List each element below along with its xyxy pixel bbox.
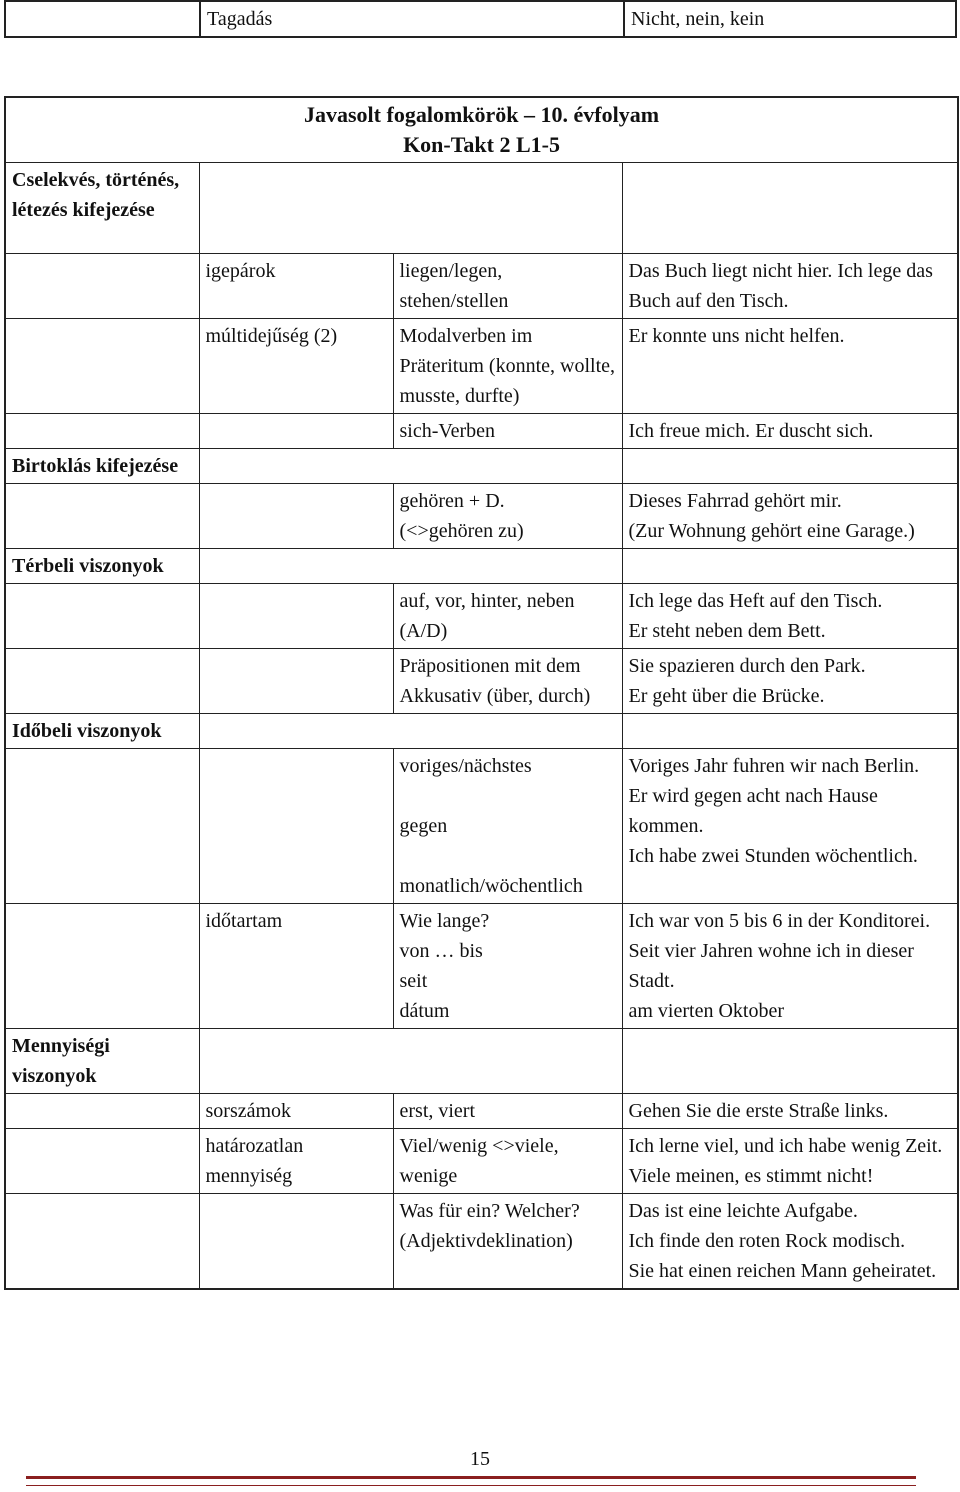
- grammar-cell: Was für ein? Welcher? (Adjektivdeklination): [393, 1194, 622, 1290]
- topics-table: [4, 96, 959, 1290]
- table-row: [5, 1194, 958, 1290]
- table-row: [5, 414, 958, 449]
- example-cell: Ich freue mich. Er duscht sich.: [622, 414, 958, 449]
- table-row: [5, 449, 958, 484]
- footer-rule: [26, 1476, 916, 1486]
- example-cell: Das Buch liegt nicht hier. Ich lege das Buch auf den Tisch.: [622, 254, 958, 319]
- example-cell: Dieses Fahrrad gehört mir. (Zur Wohnung gehört eine Garage.): [622, 484, 958, 549]
- table-row: [5, 749, 958, 904]
- example-cell: Sie spazieren durch den Park. Er geht über die Brücke.: [622, 649, 958, 714]
- example-cell: Ich lerne viel, und ich habe wenig Zeit. Viele meinen, es stimmt nicht!: [622, 1129, 958, 1194]
- grammar-cell: voriges/nächstes gegen monatlich/wöchentlich: [393, 749, 622, 904]
- top-cell-2: Tagadás: [200, 1, 624, 37]
- grammar-cell: sich-Verben: [393, 414, 622, 449]
- table-row: [5, 319, 958, 414]
- top-table-fragment: [4, 0, 957, 38]
- category-cell: Időbeli viszonyok: [5, 714, 199, 749]
- topic-cell: időtartam: [199, 904, 393, 1029]
- grammar-cell: auf, vor, hinter, neben (A/D): [393, 584, 622, 649]
- table-row: [5, 549, 958, 584]
- topic-cell: múltidejűség (2): [199, 319, 393, 414]
- grammar-cell: Wie lange? von … bis seit dátum: [393, 904, 622, 1029]
- grammar-cell: gehören + D. (<>gehören zu): [393, 484, 622, 549]
- topic-cell: határozatlan mennyiség: [199, 1129, 393, 1194]
- table-row: [5, 1029, 958, 1094]
- table-row: [5, 584, 958, 649]
- table-row: [5, 649, 958, 714]
- category-cell: Cselekvés, történés, létezés kifejezése: [5, 163, 199, 254]
- category-cell: Mennyiségi viszonyok: [5, 1029, 199, 1094]
- top-cell-1: [5, 1, 200, 37]
- example-cell: Ich lege das Heft auf den Tisch. Er steht neben dem Bett.: [622, 584, 958, 649]
- table-subtitle: Kon-Takt 2 L1-5: [403, 132, 560, 157]
- page-number: 15: [470, 1448, 490, 1470]
- table-row: [5, 484, 958, 549]
- top-cell-4: Nicht, nein, kein: [624, 1, 956, 37]
- grammar-cell: Präpositionen mit dem Akkusativ (über, durch): [393, 649, 622, 714]
- table-row: [5, 904, 958, 1029]
- example-cell: Voriges Jahr fuhren wir nach Berlin. Er wird gegen acht nach Hause kommen. Ich habe zwei Stunden wöchentlich.: [622, 749, 958, 904]
- example-cell: Gehen Sie die erste Straße links.: [622, 1094, 958, 1129]
- category-cell: Birtoklás kifejezése: [5, 449, 199, 484]
- table-row: [5, 254, 958, 319]
- table-row: [5, 1, 956, 37]
- grammar-cell: Viel/wenig <>viele, wenige: [393, 1129, 622, 1194]
- grammar-cell: Modalverben im Präteritum (konnte, wollte, musste, durfte): [393, 319, 622, 414]
- topic-cell: igepárok: [199, 254, 393, 319]
- topic-cell: sorszámok: [199, 1094, 393, 1129]
- example-cell: Ich war von 5 bis 6 in der Konditorei. Seit vier Jahren wohne ich in dieser Stadt. am vierten Oktober: [622, 904, 958, 1029]
- grammar-cell: erst, viert: [393, 1094, 622, 1129]
- example-cell: Das ist eine leichte Aufgabe. Ich finde den roten Rock modisch. Sie hat einen reichen Mann geheiratet.: [622, 1194, 958, 1290]
- table-title: Javasolt fogalomkörök – 10. évfolyam: [304, 102, 660, 127]
- table-row: [5, 1094, 958, 1129]
- category-cell: Térbeli viszonyok: [5, 549, 199, 584]
- table-row: [5, 714, 958, 749]
- example-cell: Er konnte uns nicht helfen.: [622, 319, 958, 414]
- grammar-cell: liegen/legen, stehen/stellen: [393, 254, 622, 319]
- table-header-row: [5, 97, 958, 163]
- table-row: [5, 1129, 958, 1194]
- table-row: [5, 163, 958, 254]
